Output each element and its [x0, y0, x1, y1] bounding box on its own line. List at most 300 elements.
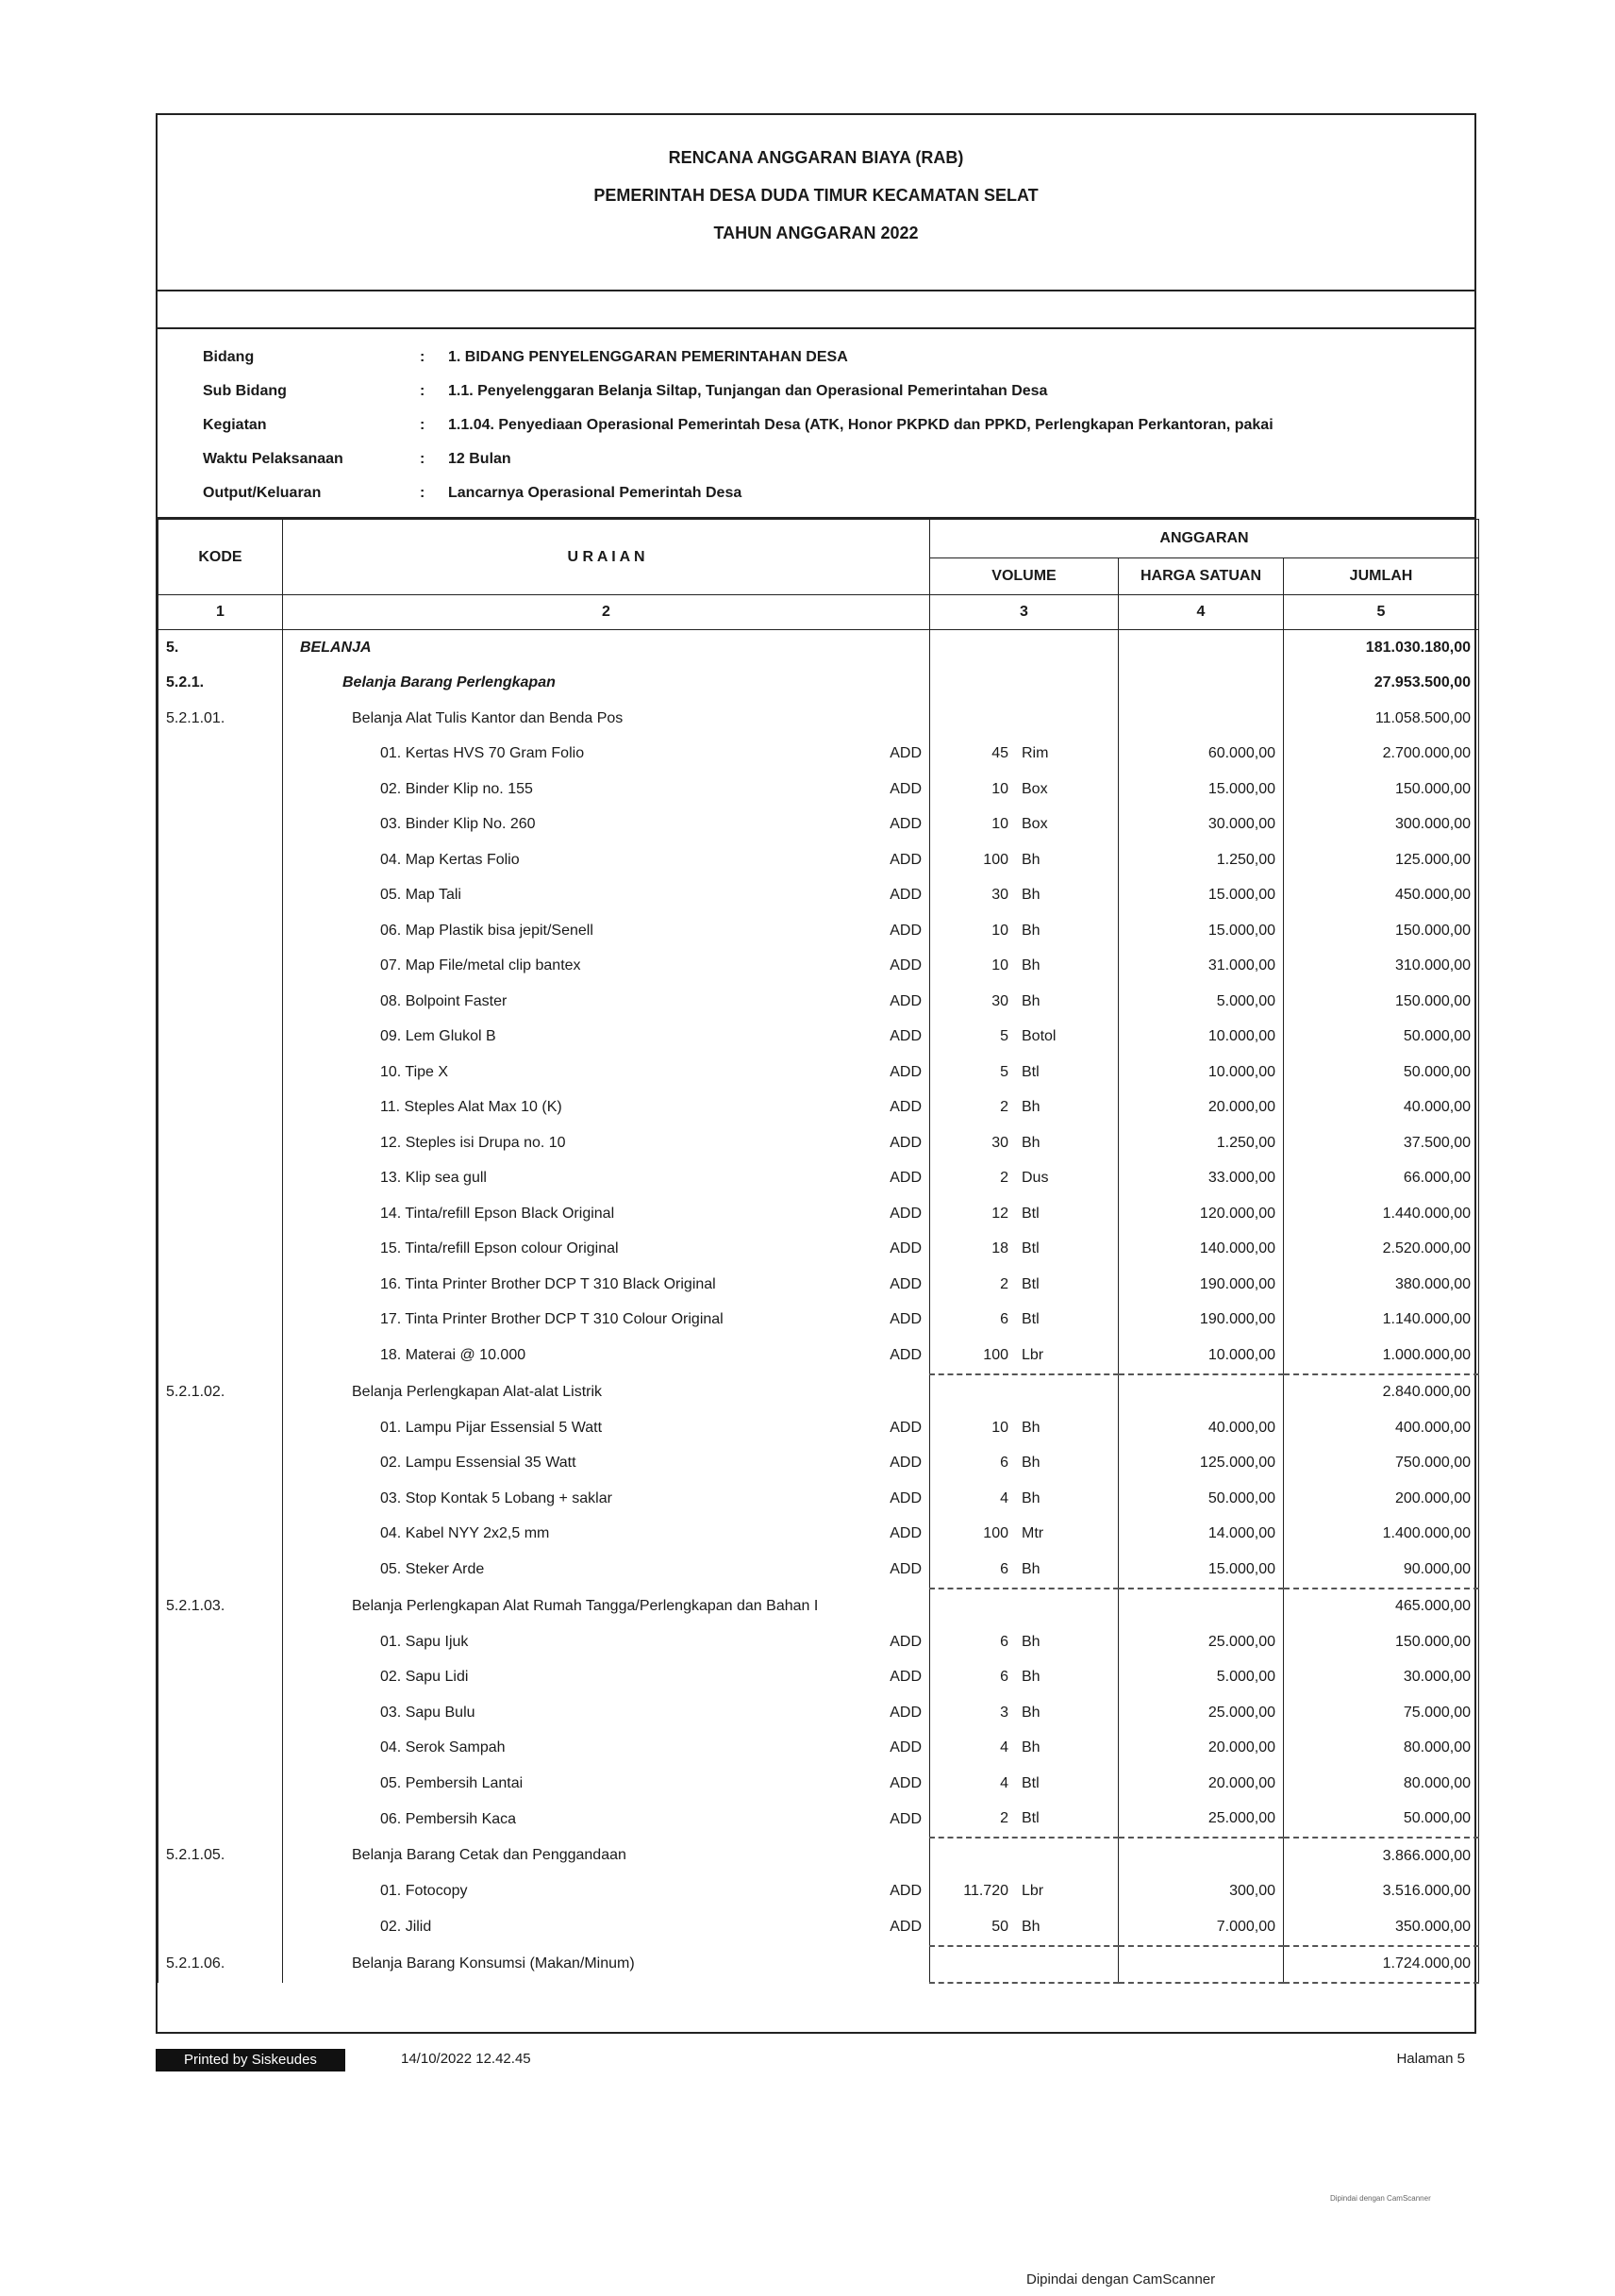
row-kode [158, 1196, 283, 1232]
row-uraian [283, 1196, 930, 1232]
row-volume [930, 1020, 1119, 1056]
row-uraian [283, 1410, 930, 1446]
row-jumlah: 150.000,00 [1284, 913, 1479, 949]
item-name: 12. Steples isi Drupa no. 10 [380, 1134, 566, 1151]
info-label: Kegiatan [203, 417, 267, 433]
item-source: ADD [890, 816, 922, 833]
row-harga-satuan: 300,00 [1119, 1874, 1284, 1910]
row-jumlah: 3.516.000,00 [1284, 1874, 1479, 1910]
budget-rows [158, 630, 1479, 1984]
row-volume [930, 1624, 1119, 1660]
volume-unit: Bh [1022, 1419, 1041, 1436]
row-jumlah: 30.000,00 [1284, 1660, 1479, 1696]
header-year: TAHUN ANGGARAN 2022 [713, 224, 919, 242]
item-description [291, 1455, 922, 1472]
row-volume [930, 842, 1119, 878]
row-jumlah: 40.000,00 [1284, 1090, 1479, 1126]
volume-qty: 12 [991, 1205, 1008, 1222]
info-row [203, 476, 741, 510]
row-uraian [283, 1338, 930, 1374]
col-uraian: U R A I A N [283, 520, 930, 595]
volume-value [938, 1420, 1110, 1437]
item-row [158, 984, 1479, 1020]
item-row [158, 878, 1479, 914]
item-source: ADD [890, 957, 922, 974]
col-num-1: 1 [158, 595, 283, 630]
row-harga-satuan: 15.000,00 [1119, 772, 1284, 807]
item-description [291, 1028, 922, 1045]
volume-value [938, 1775, 1110, 1792]
row-jumlah: 1.724.000,00 [1284, 1946, 1479, 1984]
row-kode [158, 1161, 283, 1197]
volume-value [938, 1240, 1110, 1257]
row-volume [930, 1838, 1119, 1874]
row-harga-satuan: 5.000,00 [1119, 1660, 1284, 1696]
row-volume [930, 913, 1119, 949]
row-uraian [283, 630, 930, 666]
row-harga-satuan: 20.000,00 [1119, 1766, 1284, 1802]
item-name: 02. Jilid [380, 1919, 432, 1936]
row-jumlah: 150.000,00 [1284, 1624, 1479, 1660]
volume-value [938, 1455, 1110, 1472]
row-volume [930, 984, 1119, 1020]
volume-qty: 2 [1000, 1170, 1008, 1187]
row-volume [930, 1909, 1119, 1946]
volume-unit: Rim [1022, 745, 1049, 762]
row-uraian [283, 1838, 930, 1874]
row-kode: 5.2.1.06. [158, 1946, 283, 1984]
row-volume [930, 1161, 1119, 1197]
item-description [291, 923, 922, 940]
row-kode [158, 1695, 283, 1731]
volume-value [938, 852, 1110, 869]
volume-value [938, 993, 1110, 1010]
row-volume [930, 1338, 1119, 1374]
item-source: ADD [890, 1063, 922, 1080]
account-row [158, 1946, 1479, 1984]
item-source: ADD [890, 1170, 922, 1187]
item-name: 01. Fotocopy [380, 1883, 468, 1900]
row-uraian [283, 1589, 930, 1625]
row-harga-satuan: 140.000,00 [1119, 1232, 1284, 1268]
row-volume [930, 1552, 1119, 1589]
volume-value [938, 781, 1110, 798]
volume-qty: 5 [1000, 1028, 1008, 1045]
item-row [158, 1517, 1479, 1553]
row-volume [930, 949, 1119, 985]
item-description [291, 1206, 922, 1223]
item-name: 06. Map Plastik bisa jepit/Senell [380, 922, 593, 939]
item-source: ADD [890, 1525, 922, 1542]
item-row [158, 1196, 1479, 1232]
row-kode [158, 1909, 283, 1946]
item-row [158, 1552, 1479, 1589]
volume-qty: 10 [991, 922, 1008, 939]
volume-value [938, 1525, 1110, 1542]
row-harga-satuan [1119, 1374, 1284, 1411]
volume-qty: 100 [983, 1346, 1008, 1363]
item-source: ADD [890, 1883, 922, 1900]
volume-qty: 4 [1000, 1774, 1008, 1791]
row-jumlah: 2.700.000,00 [1284, 737, 1479, 773]
item-name: 05. Pembersih Lantai [380, 1774, 524, 1791]
row-uraian [283, 1055, 930, 1090]
item-name: 17. Tinta Printer Brother DCP T 310 Colour Original [380, 1311, 724, 1328]
row-harga-satuan [1119, 1589, 1284, 1625]
row-volume [930, 1303, 1119, 1339]
item-name: 03. Stop Kontak 5 Lobang + saklar [380, 1489, 612, 1506]
volume-qty: 3 [1000, 1704, 1008, 1721]
row-uraian [283, 1766, 930, 1802]
row-volume [930, 1374, 1119, 1411]
info-separator: : [420, 417, 425, 433]
item-name: 02. Lampu Essensial 35 Watt [380, 1455, 576, 1472]
volume-value [938, 1919, 1110, 1936]
item-name: 06. Pembersih Kaca [380, 1810, 517, 1827]
row-kode [158, 1125, 283, 1161]
row-kode [158, 1020, 283, 1056]
info-label: Sub Bidang [203, 383, 287, 399]
item-source: ADD [890, 1455, 922, 1472]
row-harga-satuan: 40.000,00 [1119, 1410, 1284, 1446]
row-uraian [283, 807, 930, 843]
row-volume [930, 807, 1119, 843]
account-row [158, 666, 1479, 702]
row-harga-satuan: 20.000,00 [1119, 1090, 1284, 1126]
volume-unit: Box [1022, 816, 1048, 833]
item-name: 02. Sapu Lidi [380, 1669, 469, 1686]
volume-unit: Bh [1022, 1560, 1041, 1577]
row-volume [930, 1090, 1119, 1126]
row-jumlah: 3.866.000,00 [1284, 1838, 1479, 1874]
volume-qty: 6 [1000, 1560, 1008, 1577]
row-harga-satuan: 120.000,00 [1119, 1196, 1284, 1232]
row-kode [158, 842, 283, 878]
item-row [158, 1020, 1479, 1056]
item-source: ADD [890, 1275, 922, 1292]
volume-unit: Btl [1022, 1810, 1040, 1827]
volume-unit: Btl [1022, 1774, 1040, 1791]
item-source: ADD [890, 1774, 922, 1791]
volume-value [938, 1634, 1110, 1651]
item-name: 03. Binder Klip No. 260 [380, 816, 536, 833]
item-name: 14. Tinta/refill Epson Black Original [380, 1205, 615, 1222]
row-harga-satuan: 14.000,00 [1119, 1517, 1284, 1553]
row-volume [930, 666, 1119, 702]
row-kode [158, 913, 283, 949]
item-source: ADD [890, 887, 922, 904]
item-description [291, 1170, 922, 1187]
row-volume [930, 1695, 1119, 1731]
col-harga-satuan: HARGA SATUAN [1119, 558, 1284, 595]
row-uraian [283, 666, 930, 702]
row-volume [930, 701, 1119, 737]
account-row [158, 630, 1479, 666]
item-source: ADD [890, 780, 922, 797]
item-source: ADD [890, 1419, 922, 1436]
volume-unit: Btl [1022, 1205, 1040, 1222]
item-name: 03. Sapu Bulu [380, 1704, 475, 1721]
item-source: ADD [890, 1739, 922, 1756]
item-description [291, 1739, 922, 1756]
row-harga-satuan [1119, 666, 1284, 702]
row-uraian [283, 1161, 930, 1197]
item-row [158, 1695, 1479, 1731]
col-num-5: 5 [1284, 595, 1479, 630]
volume-value [938, 1099, 1110, 1116]
row-volume [930, 1196, 1119, 1232]
row-kode [158, 1055, 283, 1090]
row-kode: 5.2.1.02. [158, 1374, 283, 1411]
row-kode [158, 772, 283, 807]
item-source: ADD [890, 1919, 922, 1936]
volume-unit: Btl [1022, 1063, 1040, 1080]
row-uraian [283, 878, 930, 914]
row-harga-satuan [1119, 1946, 1284, 1984]
item-source: ADD [890, 745, 922, 762]
row-uraian [283, 1660, 930, 1696]
item-name: 07. Map File/metal clip bantex [380, 957, 581, 974]
item-description [291, 1634, 922, 1651]
volume-unit: Mtr [1022, 1525, 1044, 1542]
row-volume [930, 1874, 1119, 1910]
item-row [158, 1909, 1479, 1946]
row-harga-satuan: 60.000,00 [1119, 737, 1284, 773]
volume-qty: 4 [1000, 1739, 1008, 1756]
rab-document [156, 113, 1476, 2034]
volume-value [938, 1028, 1110, 1045]
row-jumlah: 75.000,00 [1284, 1695, 1479, 1731]
volume-qty: 6 [1000, 1633, 1008, 1650]
item-description [291, 887, 922, 904]
account-row [158, 701, 1479, 737]
row-jumlah: 400.000,00 [1284, 1410, 1479, 1446]
activity-info [158, 329, 1474, 519]
row-jumlah: 150.000,00 [1284, 772, 1479, 807]
row-kode [158, 1624, 283, 1660]
volume-unit: Box [1022, 780, 1048, 797]
printed-by-badge: Printed by Siskeudes [156, 2049, 345, 2071]
row-jumlah: 50.000,00 [1284, 1055, 1479, 1090]
item-name: 02. Binder Klip no. 155 [380, 780, 533, 797]
item-name: 13. Klip sea gull [380, 1170, 487, 1187]
volume-qty: 2 [1000, 1275, 1008, 1292]
volume-qty: 4 [1000, 1489, 1008, 1506]
volume-qty: 45 [991, 745, 1008, 762]
row-jumlah: 37.500,00 [1284, 1125, 1479, 1161]
item-description [291, 1775, 922, 1792]
item-description [291, 1561, 922, 1578]
row-uraian [283, 984, 930, 1020]
row-uraian [283, 1695, 930, 1731]
row-jumlah: 90.000,00 [1284, 1552, 1479, 1589]
info-label: Bidang [203, 349, 255, 365]
row-harga-satuan: 25.000,00 [1119, 1624, 1284, 1660]
item-row [158, 1303, 1479, 1339]
volume-value [938, 1810, 1110, 1827]
row-volume [930, 878, 1119, 914]
item-row [158, 1446, 1479, 1482]
item-row [158, 1802, 1479, 1838]
item-row [158, 842, 1479, 878]
info-separator: : [420, 349, 425, 365]
row-harga-satuan: 5.000,00 [1119, 984, 1284, 1020]
volume-unit: Bh [1022, 922, 1041, 939]
item-name: 05. Map Tali [380, 887, 461, 904]
account-name: BELANJA [300, 639, 372, 656]
row-kode [158, 807, 283, 843]
col-kode: KODE [158, 520, 283, 595]
row-harga-satuan: 190.000,00 [1119, 1303, 1284, 1339]
row-jumlah: 465.000,00 [1284, 1589, 1479, 1625]
row-volume [930, 1055, 1119, 1090]
row-volume [930, 1731, 1119, 1767]
volume-qty: 2 [1000, 1810, 1008, 1827]
info-value: 1.1.04. Penyediaan Operasional Pemerintah Desa (ATK, Honor PKPKD dan PPKD, Perlengkapan Perkantoran, pakai [448, 417, 1274, 433]
row-harga-satuan: 10.000,00 [1119, 1055, 1284, 1090]
info-row [203, 374, 1047, 408]
item-row [158, 1624, 1479, 1660]
row-harga-satuan: 50.000,00 [1119, 1481, 1284, 1517]
volume-value [938, 745, 1110, 762]
row-volume [930, 1481, 1119, 1517]
item-row [158, 1481, 1479, 1517]
print-timestamp: 14/10/2022 12.42.45 [401, 2051, 531, 2067]
item-source: ADD [890, 1099, 922, 1116]
row-kode [158, 984, 283, 1020]
document-header [158, 139, 1474, 291]
volume-qty: 30 [991, 992, 1008, 1009]
info-separator: : [420, 485, 425, 501]
row-uraian [283, 1946, 930, 1984]
row-uraian [283, 772, 930, 807]
budget-table [158, 519, 1479, 1984]
row-kode [158, 1731, 283, 1767]
volume-unit: Bh [1022, 1739, 1041, 1756]
row-harga-satuan [1119, 1838, 1284, 1874]
item-description [291, 1135, 922, 1152]
row-kode [158, 1481, 283, 1517]
item-source: ADD [890, 1489, 922, 1506]
item-source: ADD [890, 1347, 922, 1364]
volume-value [938, 1135, 1110, 1152]
item-description [291, 816, 922, 833]
item-description [291, 1883, 922, 1900]
row-jumlah: 66.000,00 [1284, 1161, 1479, 1197]
item-source: ADD [890, 1205, 922, 1222]
item-row [158, 949, 1479, 985]
row-harga-satuan: 1.250,00 [1119, 842, 1284, 878]
row-kode [158, 878, 283, 914]
row-harga-satuan: 10.000,00 [1119, 1338, 1284, 1374]
row-volume [930, 1589, 1119, 1625]
row-jumlah: 80.000,00 [1284, 1731, 1479, 1767]
item-description [291, 1811, 922, 1828]
volume-value [938, 1276, 1110, 1293]
volume-value [938, 957, 1110, 974]
scanner-watermark: Dipindai dengan CamScanner [1026, 2271, 1216, 2288]
volume-qty: 2 [1000, 1099, 1008, 1116]
item-description [291, 1099, 922, 1116]
row-kode: 5.2.1.01. [158, 701, 283, 737]
row-harga-satuan: 15.000,00 [1119, 878, 1284, 914]
row-uraian [283, 1481, 930, 1517]
row-kode [158, 1446, 283, 1482]
row-harga-satuan [1119, 701, 1284, 737]
item-description [291, 957, 922, 974]
volume-unit: Bh [1022, 1918, 1041, 1935]
volume-qty: 10 [991, 780, 1008, 797]
row-uraian [283, 1303, 930, 1339]
row-kode [158, 1232, 283, 1268]
row-kode: 5.2.1.03. [158, 1589, 283, 1625]
row-jumlah: 300.000,00 [1284, 807, 1479, 843]
volume-unit: Bh [1022, 1669, 1041, 1686]
item-description [291, 1490, 922, 1507]
header-spacer [158, 291, 1474, 329]
row-uraian [283, 1446, 930, 1482]
info-value: 1. BIDANG PENYELENGGARAN PEMERINTAHAN DESA [448, 349, 848, 365]
volume-unit: Btl [1022, 1240, 1040, 1257]
item-row [158, 1874, 1479, 1910]
volume-unit: Bh [1022, 1099, 1041, 1116]
row-jumlah: 450.000,00 [1284, 878, 1479, 914]
volume-value [938, 1490, 1110, 1507]
row-jumlah: 1.140.000,00 [1284, 1303, 1479, 1339]
row-harga-satuan: 7.000,00 [1119, 1909, 1284, 1946]
row-harga-satuan: 15.000,00 [1119, 1552, 1284, 1589]
item-description [291, 745, 922, 762]
row-uraian [283, 913, 930, 949]
row-harga-satuan [1119, 630, 1284, 666]
row-volume [930, 1125, 1119, 1161]
volume-unit: Bh [1022, 992, 1041, 1009]
row-jumlah: 150.000,00 [1284, 984, 1479, 1020]
item-description [291, 1240, 922, 1257]
account-name: Belanja Barang Perlengkapan [342, 674, 556, 691]
volume-value [938, 887, 1110, 904]
row-harga-satuan: 190.000,00 [1119, 1267, 1284, 1303]
item-name: 01. Kertas HVS 70 Gram Folio [380, 745, 585, 762]
item-row [158, 1232, 1479, 1268]
row-harga-satuan: 30.000,00 [1119, 807, 1284, 843]
row-uraian [283, 1374, 930, 1411]
volume-value [938, 1883, 1110, 1900]
volume-unit: Bh [1022, 1489, 1041, 1506]
item-description [291, 1420, 922, 1437]
row-kode [158, 1267, 283, 1303]
item-description [291, 1311, 922, 1328]
volume-value [938, 1739, 1110, 1756]
item-row [158, 737, 1479, 773]
row-jumlah: 50.000,00 [1284, 1802, 1479, 1838]
volume-qty: 100 [983, 851, 1008, 868]
item-name: 01. Sapu Ijuk [380, 1633, 469, 1650]
item-source: ADD [890, 1810, 922, 1827]
volume-unit: Dus [1022, 1170, 1049, 1187]
volume-unit: Btl [1022, 1275, 1040, 1292]
row-uraian [283, 1624, 930, 1660]
item-name: 16. Tinta Printer Brother DCP T 310 Black Original [380, 1275, 716, 1292]
row-kode [158, 1874, 283, 1910]
row-uraian [283, 1909, 930, 1946]
row-harga-satuan: 125.000,00 [1119, 1446, 1284, 1482]
row-kode [158, 1338, 283, 1374]
item-name: 04. Map Kertas Folio [380, 851, 520, 868]
scanner-watermark-small: Dipindai dengan CamScanner [1330, 2194, 1431, 2203]
row-kode [158, 1303, 283, 1339]
account-name: Belanja Alat Tulis Kantor dan Benda Pos [352, 709, 624, 726]
